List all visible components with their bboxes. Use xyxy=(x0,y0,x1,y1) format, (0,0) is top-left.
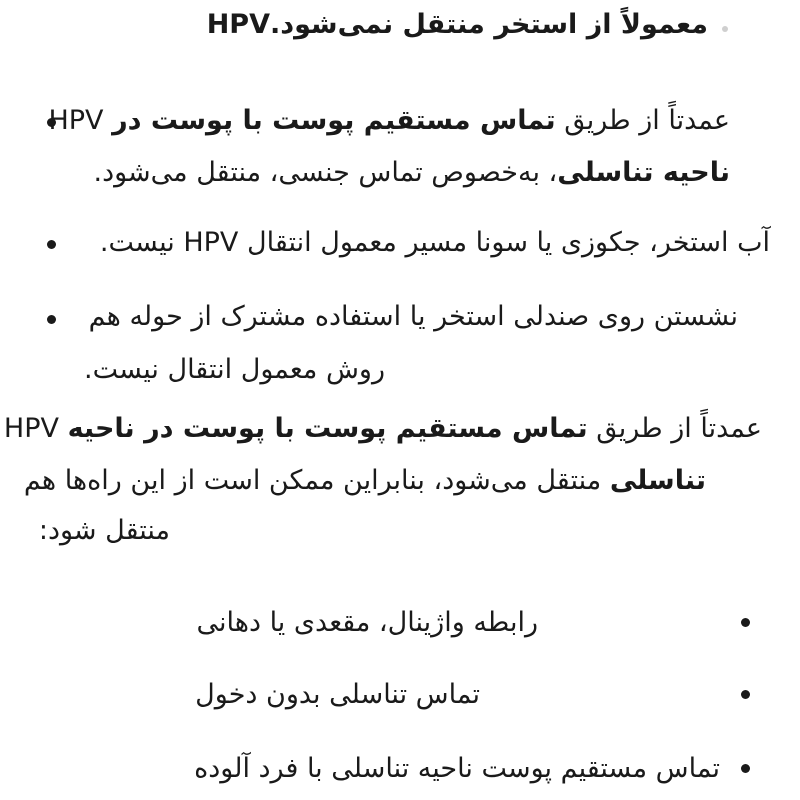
paragraph-line-1: عمدتاً از طریق تماس مستقیم پوست با پوست در ناحیه HPV xyxy=(3,413,762,444)
paragraph-line-2: تناسلی منتقل می‌شود، بنابراین ممکن است از این راه‌ها هم xyxy=(23,465,706,496)
bottom-list-item-1: رابطه واژینال، مقعدی یا دهانی xyxy=(196,607,538,638)
list-item-3-line-2: روش معمول انتقال نیست. xyxy=(84,354,385,385)
list-item-2: آب استخر، جکوزی یا سونا مسیر معمول انتقال HPV نیست. xyxy=(99,227,770,258)
list-bullet xyxy=(741,764,750,773)
heading-bullet xyxy=(722,26,728,32)
heading xyxy=(207,6,708,44)
list-bullet xyxy=(741,690,750,699)
list-bullet xyxy=(741,618,750,627)
heading-hpv: HPV xyxy=(206,9,270,40)
heading-text: معمولاً از استخر منتقل نمی‌شود. xyxy=(269,9,708,40)
paragraph-line-3: منتقل شود: xyxy=(38,515,170,546)
bottom-list-item-3: تماس مستقیم پوست ناحیه تناسلی با فرد آلوده xyxy=(194,753,720,784)
bottom-list-item-2: تماس تناسلی بدون دخول xyxy=(195,679,480,710)
list-bullet xyxy=(47,240,56,249)
list-item-1-line-1: عمدتاً از طریق تماس مستقیم پوست با پوست در HPV xyxy=(48,105,730,136)
list-item-3-line-1: نشستن روی صندلی استخر یا استفاده مشترک از حوله هم xyxy=(88,301,738,332)
list-item-1-line-2: ناحیه تناسلی، به‌خصوص تماس جنسی، منتقل می‌شود. xyxy=(93,157,730,188)
list-bullet xyxy=(47,315,56,324)
